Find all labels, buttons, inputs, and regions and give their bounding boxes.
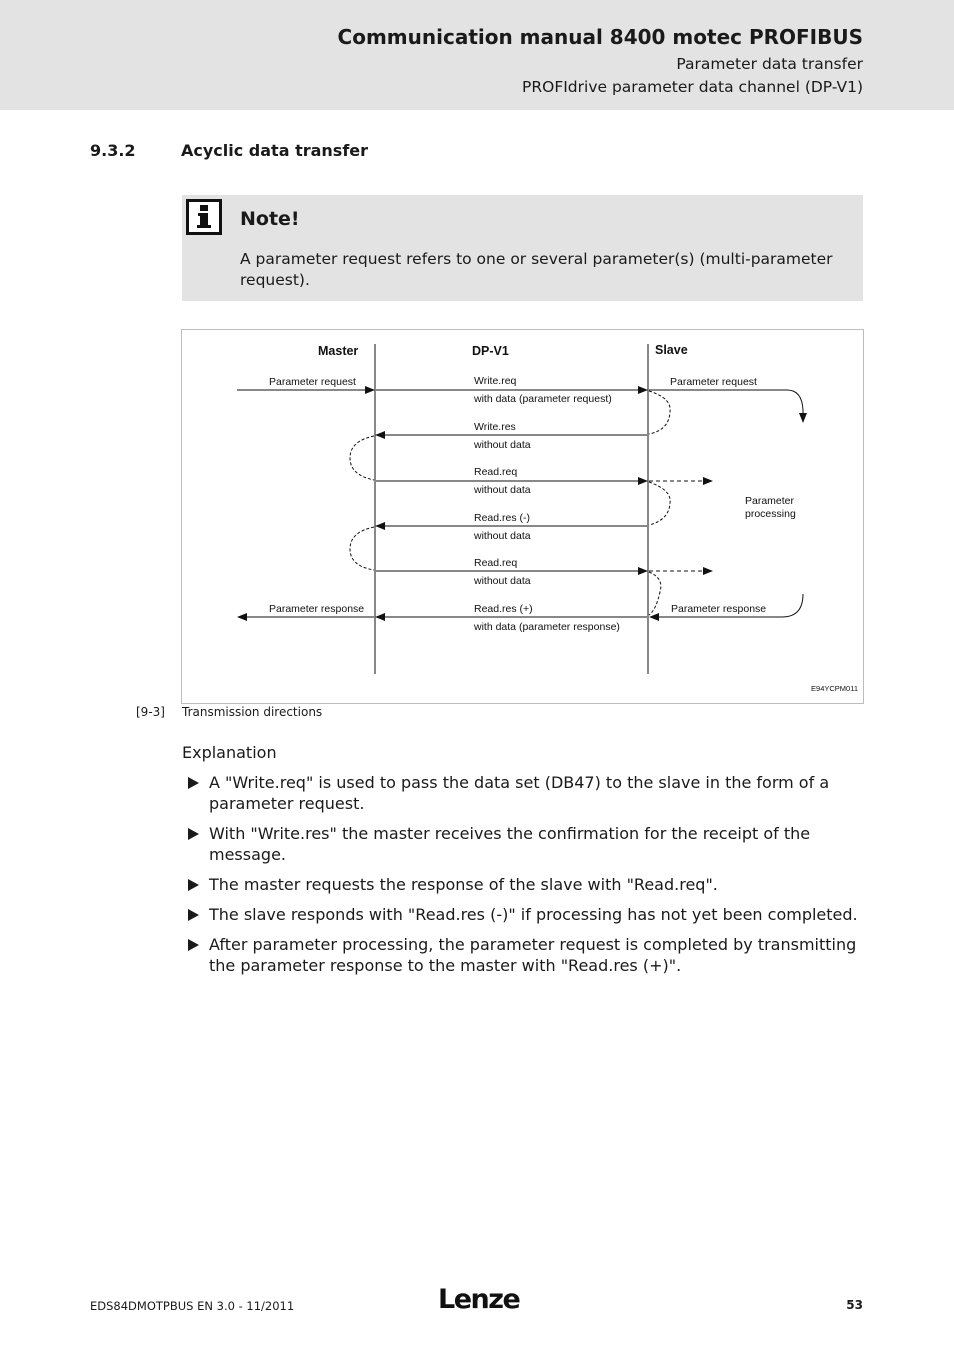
explanation-list (186, 772, 866, 985)
note-box (182, 195, 863, 301)
bullet-triangle-icon (188, 828, 199, 840)
message-name: Read.res (-) (474, 512, 531, 524)
figure-caption: Transmission directions (182, 705, 323, 719)
column-master: Master (318, 344, 359, 358)
message-detail: with data (parameter response) (474, 621, 620, 633)
bullet-triangle-icon (188, 939, 199, 951)
right-label-response: Parameter response (671, 603, 767, 615)
section-number: 9.3.2 (90, 141, 136, 160)
list-item-text: A "Write.req" is used to pass the data set (DB47) to the slave in the form of a parameter request. (209, 773, 830, 813)
message-detail: without data (474, 530, 531, 542)
lenze-logo: Lenze (438, 1284, 520, 1315)
master-loop-2 (350, 527, 374, 570)
figure-code: E94YCPM011 (811, 684, 858, 693)
list-item-text: The master requests the response of the slave with "Read.req". (209, 875, 718, 894)
message-detail: without data (474, 439, 531, 451)
bullet-triangle-icon (188, 879, 199, 891)
bullet-triangle-icon (188, 909, 199, 921)
list-item (186, 874, 866, 895)
slave-loop-1 (649, 391, 670, 434)
list-item-text: The slave responds with "Read.res (-)" if processing has not yet been completed. (209, 905, 858, 924)
left-label-request: Parameter request (269, 376, 356, 388)
chapter-subtitle: Parameter data transfer (676, 55, 863, 73)
right-label-request: Parameter request (670, 376, 757, 388)
info-icon (186, 199, 222, 235)
section-title: Acyclic data transfer (181, 141, 369, 160)
note-text: A parameter request refers to one or several parameter(s) (multi-parameter request). (240, 250, 833, 289)
list-item (186, 904, 866, 925)
message-name: Write.res (474, 421, 516, 433)
bullet-triangle-icon (188, 777, 199, 789)
list-item-text: After parameter processing, the parameter request is completed by transmitting the parameter response to the master with "Read.res (+)". (209, 935, 857, 975)
slave-loop-3 (649, 572, 661, 615)
column-slave: Slave (655, 343, 688, 357)
message-name: Read.req (474, 466, 518, 478)
explanation-heading: Explanation (182, 743, 277, 762)
sequence-diagram (181, 329, 864, 704)
message-name: Read.res (+) (474, 603, 533, 615)
message-detail: with data (parameter request) (474, 393, 612, 405)
list-item (186, 934, 866, 976)
list-item (186, 823, 866, 865)
slave-loop-2 (649, 482, 670, 525)
figure-caption-number: [9-3] (136, 705, 165, 719)
note-heading: Note! (240, 208, 300, 230)
right-label-processing-line1: Parameter (745, 495, 795, 507)
list-item-text: With "Write.res" the master receives the confirmation for the receipt of the message. (209, 824, 811, 864)
manual-title: Communication manual 8400 motec PROFIBUS (337, 25, 863, 49)
diagram-canvas (182, 330, 863, 703)
left-label-response: Parameter response (269, 603, 365, 615)
page-number: 53 (846, 1298, 863, 1312)
master-loop-1 (350, 436, 374, 480)
message-detail: without data (474, 575, 531, 587)
slave-request-arrow (649, 390, 803, 422)
message-name: Write.req (474, 375, 517, 387)
message-name: Read.req (474, 557, 518, 569)
document-id: EDS84DMOTPBUS EN 3.0 - 11/2011 (90, 1299, 295, 1313)
section-subtitle: PROFIdrive parameter data channel (DP-V1) (522, 78, 863, 96)
list-item (186, 772, 866, 814)
message-detail: without data (474, 484, 531, 496)
right-label-processing-line2: processing (745, 508, 796, 520)
column-dpv1: DP-V1 (472, 344, 509, 358)
